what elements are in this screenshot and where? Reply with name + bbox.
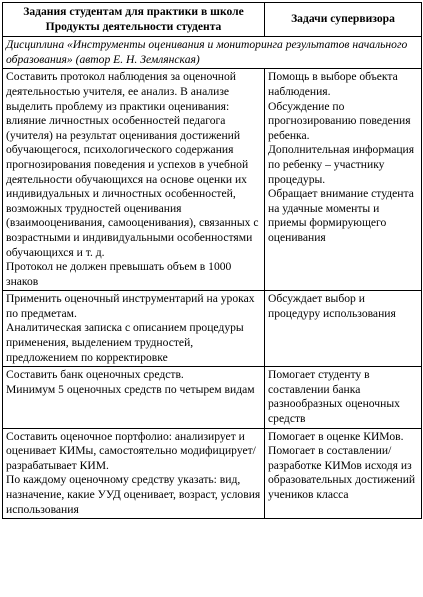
discipline-title: Дисциплина «Инструменты оценивания и мониторинга результатов начального образования» (автор Е. Н. Землянская) — [3, 37, 422, 69]
supervisor-task-cell — [265, 367, 422, 428]
table-row — [3, 69, 422, 291]
task-paragraph: Составить банк оценочных средств. — [6, 368, 184, 382]
task-paragraph: Составить оценочное портфолио: анализирует и оценивает КИМы, самостоятельно модифицирует/разрабатывает КИМ. — [6, 429, 256, 472]
supervisor-paragraph: Обсуждает выбор и процедуру использования — [268, 292, 396, 320]
supervisor-paragraph: Помогает в оценке КИМов. — [268, 429, 404, 443]
task-paragraph: Аналитическая записка с описанием процедуры применения, выделением трудностей, предложением по корректировке — [6, 321, 244, 364]
supervisor-task-cell — [265, 428, 422, 519]
task-paragraph: Составить протокол наблюдения за оценочной деятельностью учителя, ее анализ. В анализе выделить проблему из практики оценивания: влияние личностных особенностей педагога (учителя) на результат оценивания достижений обучающегося, психологического содержания прогнозирования поведения и успехов в учебной деятельности обучающихся на основе оценки их индивидуальных и личностных особенностей, возможных трудностей оценивания (взаимооценивания, самооценивания), связанных с возрастными и индивидуальными особенностями обучающихся и т. д. — [6, 70, 259, 259]
task-paragraph: Протокол не должен превышать объем в 1000 знаков — [6, 260, 232, 288]
task-paragraph: Применить оценочный инструментарий на уроках по предметам. — [6, 292, 255, 320]
supervisor-paragraph: Обсуждение по прогнозированию поведения ребенка. — [268, 99, 411, 142]
supervisor-paragraph: Помогает студенту в составлении банка разнообразных оценочных средств — [268, 368, 400, 426]
task-paragraph: По каждому оценочному средству указать: вид, назначение, какие УУД оценивает, возраст, условия использования — [6, 473, 261, 516]
table-row — [3, 428, 422, 519]
supervisor-paragraph: Помощь в выборе объекта наблюдения. — [268, 70, 398, 98]
header-col1-line1: Задания студентам для практики в школе — [23, 5, 244, 18]
table-row — [3, 367, 422, 428]
student-task-cell — [3, 428, 265, 519]
discipline-row — [3, 37, 422, 69]
supervisor-task-cell — [265, 69, 422, 291]
table-header-row — [3, 3, 422, 37]
supervisor-paragraph: Дополнительная информация по ребенку – участнику процедуры. — [268, 143, 415, 186]
student-task-cell — [3, 69, 265, 291]
supervisor-paragraph: Обращает внимание студента на удачные моменты и приемы формирующего оценивания — [268, 187, 414, 244]
header-student-products — [3, 3, 265, 37]
header-col1-line2: Продукты деятельности студента — [45, 19, 222, 33]
supervisor-paragraph: Помогает в составлении/разработке КИМов исходя из образовательных достижений учеников класса — [268, 444, 416, 501]
student-task-cell — [3, 367, 265, 428]
supervisor-task-cell — [265, 291, 422, 367]
header-supervisor-tasks: Задачи супервизора — [265, 3, 422, 37]
student-task-cell — [3, 291, 265, 367]
practice-tasks-table — [2, 2, 422, 519]
task-paragraph: Минимум 5 оценочных средств по четырем видам — [6, 382, 255, 396]
table-row — [3, 291, 422, 367]
